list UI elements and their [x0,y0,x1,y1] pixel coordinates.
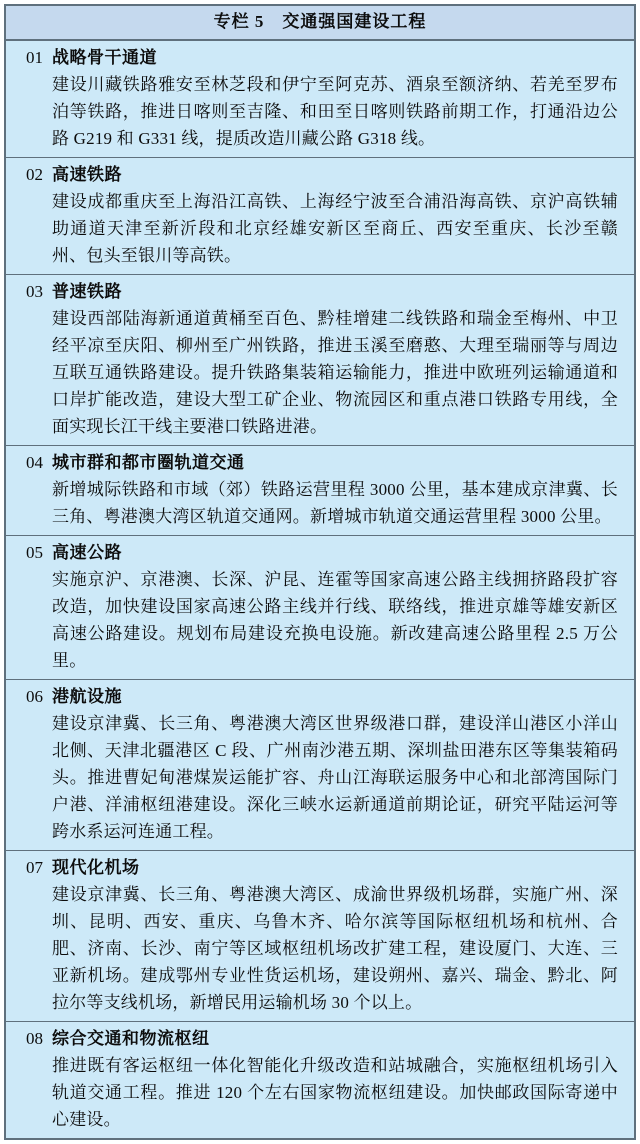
column-box-panel [4,4,636,1140]
section-row [6,680,634,851]
section-heading: 港航设施 [52,687,122,706]
section-header [26,44,618,71]
section-heading: 现代化机场 [52,858,140,877]
panel-title: 专栏 5 交通强国建设工程 [6,6,634,41]
section-row [6,446,634,536]
section-body-text: 建设京津冀、长三角、粤港澳大湾区、成渝世界级机场群，实施广州、深圳、昆明、西安、重庆、乌鲁木齐、哈尔滨等国际枢纽机场和杭州、合肥、济南、长沙、南宁等区域枢纽机场改扩建工程，建设厦门、大连、三亚新机场。建成鄂州专业性货运机场，建设朔州、嘉兴、瑞金、黔北、阿拉尔等支线机场，新增民用运输机场 30 个以上。 [52,885,618,1012]
section-row [6,851,634,1022]
section-header [26,449,618,476]
section-heading: 综合交通和物流枢纽 [52,1029,210,1048]
section-heading: 高速铁路 [52,165,122,184]
section-row [6,41,634,158]
section-list [6,41,634,1138]
section-body-text: 推进既有客运枢纽一体化智能化升级改造和站城融合，实施枢纽机场引入轨道交通工程。推进 120 个左右国家物流枢纽建设。加快邮政国际寄递中心建设。 [52,1056,618,1129]
section-header [26,854,618,881]
section-body-text: 建设川藏铁路雅安至林芝段和伊宁至阿克苏、酒泉至额济纳、若羌至罗布泊等铁路，推进日喀则至吉隆、和田至日喀则铁路前期工作，打通沿边公路 G219 和 G331 线，提质改造川藏公路 G318 线。 [52,75,618,148]
section-number: 06 [26,687,43,706]
section-heading: 城市群和都市圈轨道交通 [52,453,245,472]
section-number: 02 [26,165,43,184]
section-body-text: 实施京沪、京港澳、长深、沪昆、连霍等国家高速公路主线拥挤路段扩容改造，加快建设国家高速公路主线并行线、联络线，推进京雄等雄安新区高速公路建设。规划布局建设充换电设施。新改建高速公路里程 2.5 万公里。 [52,570,618,670]
section-body-text: 建设成都重庆至上海沿江高铁、上海经宁波至合浦沿海高铁、京沪高铁辅助通道天津至新沂段和北京经雄安新区至商丘、西安至重庆、长沙至赣州、包头至银川等高铁。 [52,192,618,265]
section-header [26,1025,618,1052]
section-row [6,536,634,680]
section-number: 01 [26,48,43,67]
section-header [26,161,618,188]
section-body-text: 建设西部陆海新通道黄桶至百色、黔桂增建二线铁路和瑞金至梅州、中卫经平凉至庆阳、柳州至广州铁路，推进玉溪至磨憨、大理至瑞丽等与周边互联互通铁路建设。提升铁路集装箱运输能力，推进中欧班列运输通道和口岸扩能改造，建设大型工矿企业、物流园区和重点港口铁路专用线，全面实现长江干线主要港口铁路进港。 [52,309,618,436]
section-number: 03 [26,282,43,301]
section-number: 07 [26,858,43,877]
section-row [6,1022,634,1138]
section-heading: 高速公路 [52,543,122,562]
section-row [6,275,634,446]
section-header [26,539,618,566]
section-body-text: 建设京津冀、长三角、粤港澳大湾区世界级港口群，建设洋山港区小洋山北侧、天津北疆港区 C 段、广州南沙港五期、深圳盐田港东区等集装箱码头。推进曹妃甸港煤炭运能扩容、舟山江海联运服务中心和北部湾国际门户港、洋浦枢纽港建设。深化三峡水运新通道前期论证，研究平陆运河等跨水系运河连通工程。 [52,714,618,841]
section-number: 08 [26,1029,43,1048]
section-header [26,683,618,710]
section-heading: 战略骨干通道 [52,48,157,67]
section-heading: 普速铁路 [52,282,122,301]
section-number: 04 [26,453,43,472]
section-header [26,278,618,305]
section-row [6,158,634,275]
section-number: 05 [26,543,43,562]
section-body-text: 新增城际铁路和市域（郊）铁路运营里程 3000 公里，基本建成京津冀、长三角、粤港澳大湾区轨道交通网。新增城市轨道交通运营里程 3000 公里。 [52,480,618,526]
